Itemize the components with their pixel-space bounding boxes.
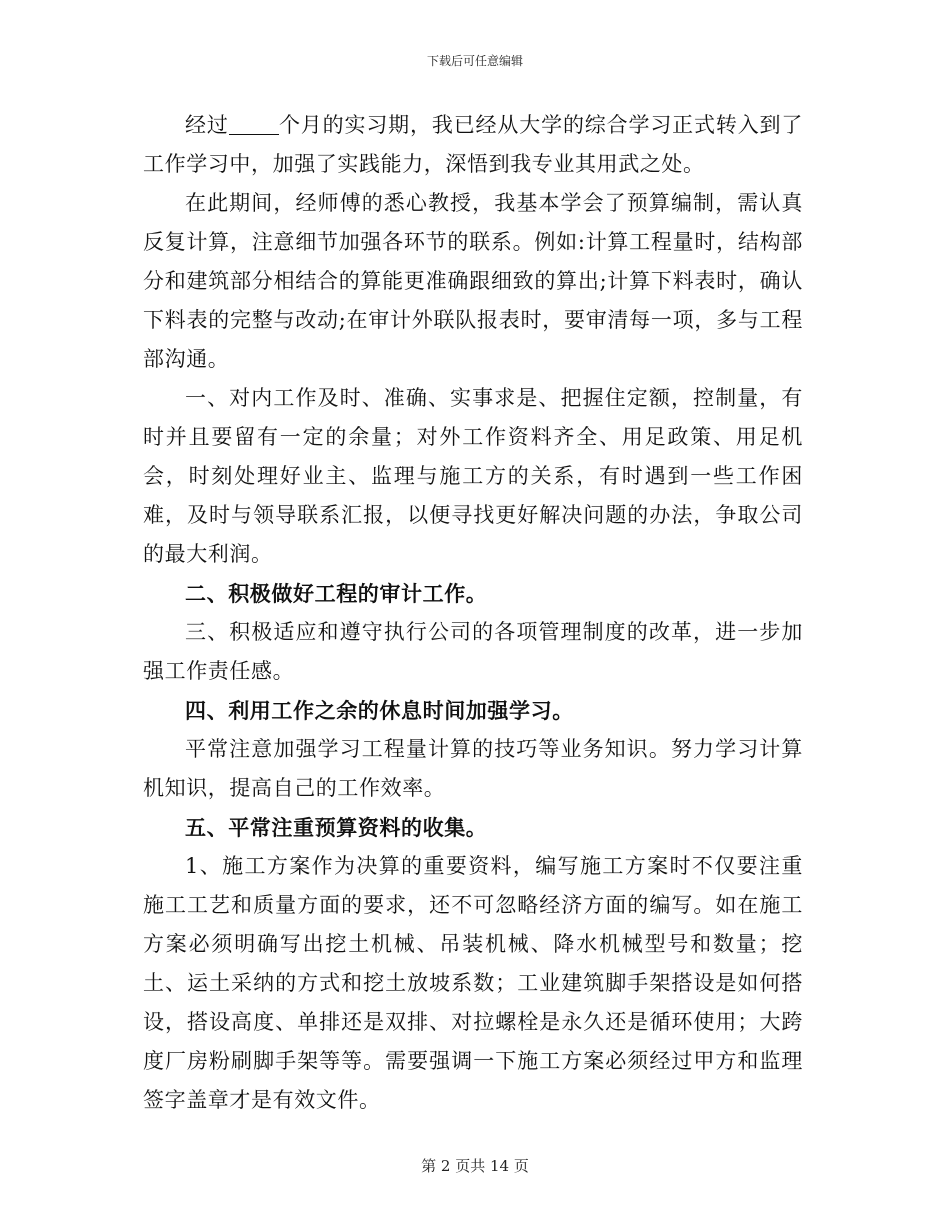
paragraph-budget-learning: 在此期间，经师傅的悉心教授，我基本学会了预算编制，需认真反复计算，注意细节加强各环节的联系。例如:计算工程量时，结构部分和建筑部分相结合的算能更准确跟细致的算出;计算下料表时，确认下料表的完整与改动;在审计外联队报表时，要审清每一项，多与工程部沟通。 xyxy=(143,191,803,371)
heading-point-five: 五、平常注重预算资料的收集。 xyxy=(185,815,488,840)
paragraph-construction-plan: 1、施工方案作为决算的重要资料，编写施工方案时不仅要注重施工工艺和质量方面的要求，还不可忽略经济方面的编写。如在施工方案必须明确写出挖土机械、吊装机械、降水机械型号和数量；挖土、运土采纳的方式和挖土放坡系数；工业建筑脚手架搭设是如何搭设，搭设高度、单排还是双排、对拉螺栓是永久还是循环使用；大跨度厂房粉刷脚手架等等。需要强调一下施工方案必须经过甲方和监理签字盖章才是有效文件。 xyxy=(143,854,803,1112)
paragraph-study-detail: 平常注意加强学习工程量计算的技巧等业务知识。努力学习计算机知识，提高自己的工作效率。 xyxy=(143,737,803,800)
page-number: 第 2 页共 14 页 xyxy=(421,1157,529,1175)
paragraph-internship-intro xyxy=(143,106,803,184)
intro-text-end: 个月的实习期，我已经从大学的综合学习正式转入到了工作学习中，加强了实践能力，深悟到我专业其用武之处。 xyxy=(143,113,803,176)
heading-point-two: 二、积极做好工程的审计工作。 xyxy=(185,581,488,606)
paragraph-point-one: 一、对内工作及时、准确、实事求是、把握住定额，控制量，有时并且要留有一定的余量；对外工作资料齐全、用足政策、用足机会，时刻处理好业主、监理与施工方的关系，有时遇到一些工作困难，及时与领导联系汇报，以便寻找更好解决问题的办法，争取公司的最大利润。 xyxy=(143,386,803,566)
page-header: 下载后可任意编辑 xyxy=(426,54,523,68)
intro-text-start: 经过 xyxy=(185,113,229,137)
fill-in-blank xyxy=(229,113,279,135)
document-body xyxy=(143,106,803,1120)
paragraph-point-three: 三、积极适应和遵守执行公司的各项管理制度的改革，进一步加强工作责任感。 xyxy=(143,620,803,683)
heading-point-four: 四、利用工作之余的休息时间加强学习。 xyxy=(185,698,574,723)
